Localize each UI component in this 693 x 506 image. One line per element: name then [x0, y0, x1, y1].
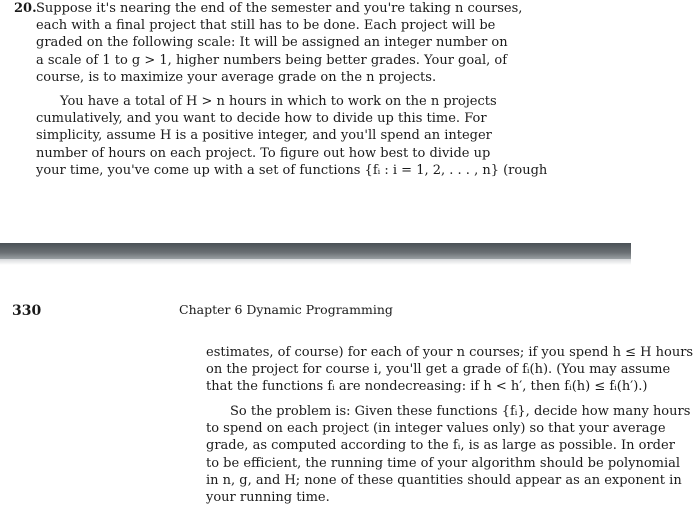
text-line: on the project for course i, you'll get a grade of fᵢ(h). (You may assume — [206, 362, 671, 378]
text-line: cumulatively, and you want to decide how to divide up this time. For — [36, 111, 487, 127]
text-line: your time, you've come up with a set of functions {fᵢ : i = 1, 2, . . . , n} (rough — [36, 162, 548, 178]
problem-paragraph-4 — [206, 403, 691, 506]
text-line: to be efficient, the running time of your algorithm should be polynomial — [206, 455, 681, 471]
problem-paragraph-2 — [36, 93, 548, 179]
text-line: simplicity, assume H is a positive integer, and you'll spend an integer — [36, 128, 492, 144]
upper-page — [0, 0, 631, 240]
text-line: You have a total of H > n hours in which to work on the n projects — [60, 94, 497, 109]
problem-number: 20. — [14, 1, 37, 16]
text-line: graded on the following scale: It will be assigned an integer number on — [36, 35, 508, 51]
page-number: 330 — [12, 303, 42, 319]
text-line: grade, as computed according to the fᵢ, is as large as possible. In order — [206, 438, 675, 454]
text-line: in n, g, and H; none of these quantities should appear as an exponent in — [206, 472, 682, 488]
problem-paragraph-1 — [36, 0, 523, 86]
text-line: each with a final project that still has to be done. Each project will be — [36, 18, 496, 34]
text-line: So the problem is: Given these functions {fᵢ}, decide how many hours — [230, 404, 691, 419]
text-line: that the functions fᵢ are nondecreasing: if h < h′, then fᵢ(h) ≤ fᵢ(h′).) — [206, 379, 648, 395]
problem-paragraph-3 — [206, 344, 693, 396]
page-divider — [0, 243, 631, 259]
text-line: number of hours on each project. To figure out how best to divide up — [36, 145, 491, 161]
lower-page — [0, 265, 693, 506]
text-line: course, is to maximize your average grade on the n projects. — [36, 69, 437, 85]
text-line: a scale of 1 to g > 1, higher numbers being better grades. Your goal, of — [36, 52, 508, 68]
text-line: Suppose it's nearing the end of the semester and you're taking n courses, — [36, 1, 523, 16]
text-line: estimates, of course) for each of your n courses; if you spend h ≤ H hours — [206, 345, 693, 360]
chapter-heading: Chapter 6 Dynamic Programming — [179, 302, 393, 317]
text-line: your running time. — [206, 490, 330, 506]
text-line: to spend on each project (in integer values only) so that your average — [206, 421, 666, 437]
